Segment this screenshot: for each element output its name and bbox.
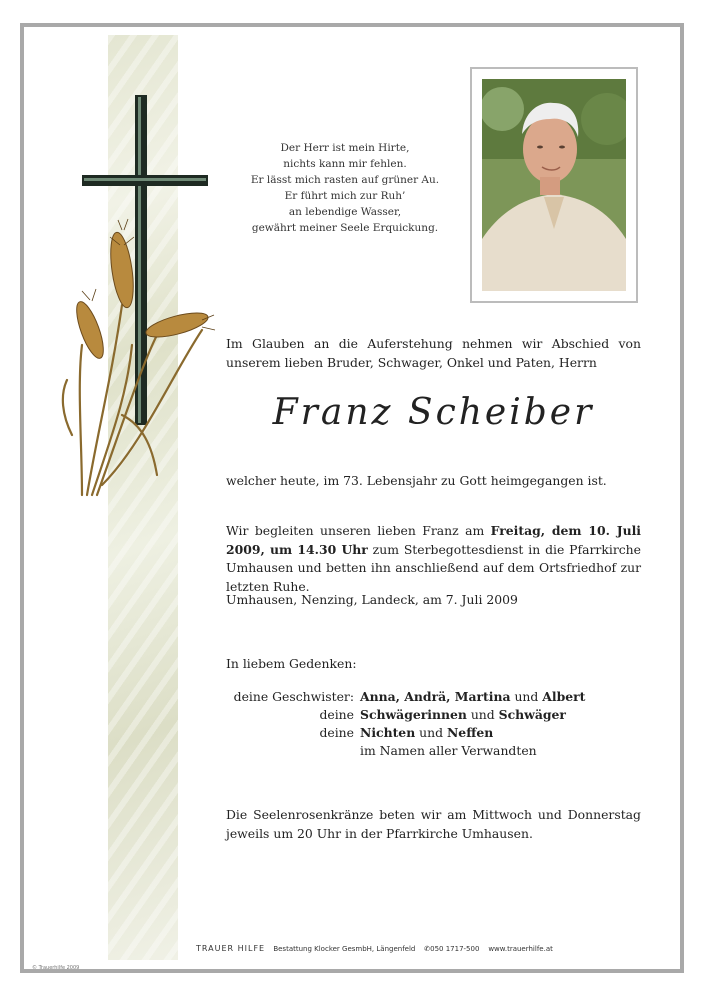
mourner-name: Schwägerinnen bbox=[360, 707, 467, 722]
footer bbox=[196, 944, 553, 953]
relation-label bbox=[226, 742, 360, 760]
mourner-row bbox=[226, 724, 641, 742]
mourner-row bbox=[226, 742, 641, 760]
relation-label: deine bbox=[319, 725, 354, 740]
psalm-line: Er lässt mich rasten auf grüner Au. bbox=[250, 174, 440, 186]
mourner-name: Schwäger bbox=[498, 707, 566, 722]
mourner-row bbox=[226, 688, 641, 706]
conjunction: und bbox=[510, 689, 543, 704]
deceased-name: Franz Scheiber bbox=[272, 392, 595, 433]
portrait-frame bbox=[470, 67, 638, 303]
psalm-line: Er führt mich zur Ruh’ bbox=[284, 190, 406, 202]
mourner-name: Nichten bbox=[360, 725, 416, 740]
mourner-names bbox=[360, 706, 566, 724]
relation-label: deine bbox=[319, 707, 354, 722]
mourner-name: Anna, Andrä, Martina bbox=[360, 689, 511, 704]
relation-label: deine Geschwister: bbox=[233, 689, 354, 704]
rosary-text: Die Seelenrosenkränze beten wir am Mittwoch und Donnerstag jeweils um 20 Uhr in der Pfarrkirche Umhausen. bbox=[226, 807, 641, 841]
wheat-icon bbox=[52, 215, 217, 505]
mourner-row bbox=[226, 706, 641, 724]
relatives-note: im Namen aller Verwandten bbox=[360, 743, 537, 758]
footer-phone: ✆050 1717-500 bbox=[424, 945, 480, 953]
conjunction: und bbox=[466, 707, 499, 722]
trauerhilfe-logo: TRAUER HILFE bbox=[196, 944, 266, 953]
footer-website[interactable]: www.trauerhilfe.at bbox=[488, 945, 553, 953]
funeral-text-part: zum Sterbegottesdienst in die Pfarrkirche Umhausen und betten ihn anschließend auf dem Ortsfriedhof zur letzten Ruhe. bbox=[226, 541, 641, 594]
copyright-note: © Trauerhilfe 2009 bbox=[32, 965, 80, 971]
mourners-list bbox=[226, 688, 641, 760]
mourner-name: Neffen bbox=[446, 725, 494, 740]
psalm-verse bbox=[245, 140, 445, 236]
intro-text: Im Glauben an die Auferstehung nehmen wir Abschied von unserem lieben Bruder, Schwager, Onkel und Paten, Herrn bbox=[226, 336, 641, 370]
footer-company: Bestattung Klocker GesmbH, Längenfeld bbox=[273, 945, 416, 953]
mourner-names bbox=[360, 688, 585, 706]
psalm-line: Der Herr ist mein Hirte, bbox=[280, 142, 410, 154]
portrait-photo bbox=[482, 79, 626, 291]
place-date: Umhausen, Nenzing, Landeck, am 7. Juli 2009 bbox=[226, 592, 518, 607]
memory-heading: In liebem Gedenken: bbox=[226, 656, 357, 671]
mourner-name: Albert bbox=[542, 689, 586, 704]
funeral-text-part: Wir begleiten unseren lieben Franz am bbox=[226, 523, 491, 538]
psalm-line: nichts kann mir fehlen. bbox=[283, 158, 407, 170]
funeral-date: Freitag, dem 10. Juli 2009, um 14.30 Uhr bbox=[226, 523, 641, 557]
psalm-line: an lebendige Wasser, bbox=[288, 206, 402, 218]
passing-text: welcher heute, im 73. Lebensjahr zu Gott heimgegangen ist. bbox=[226, 473, 607, 488]
psalm-line: gewährt meiner Seele Erquickung. bbox=[251, 222, 439, 234]
conjunction: und bbox=[415, 725, 447, 740]
funeral-text bbox=[226, 522, 641, 596]
mourner-names bbox=[360, 724, 493, 742]
